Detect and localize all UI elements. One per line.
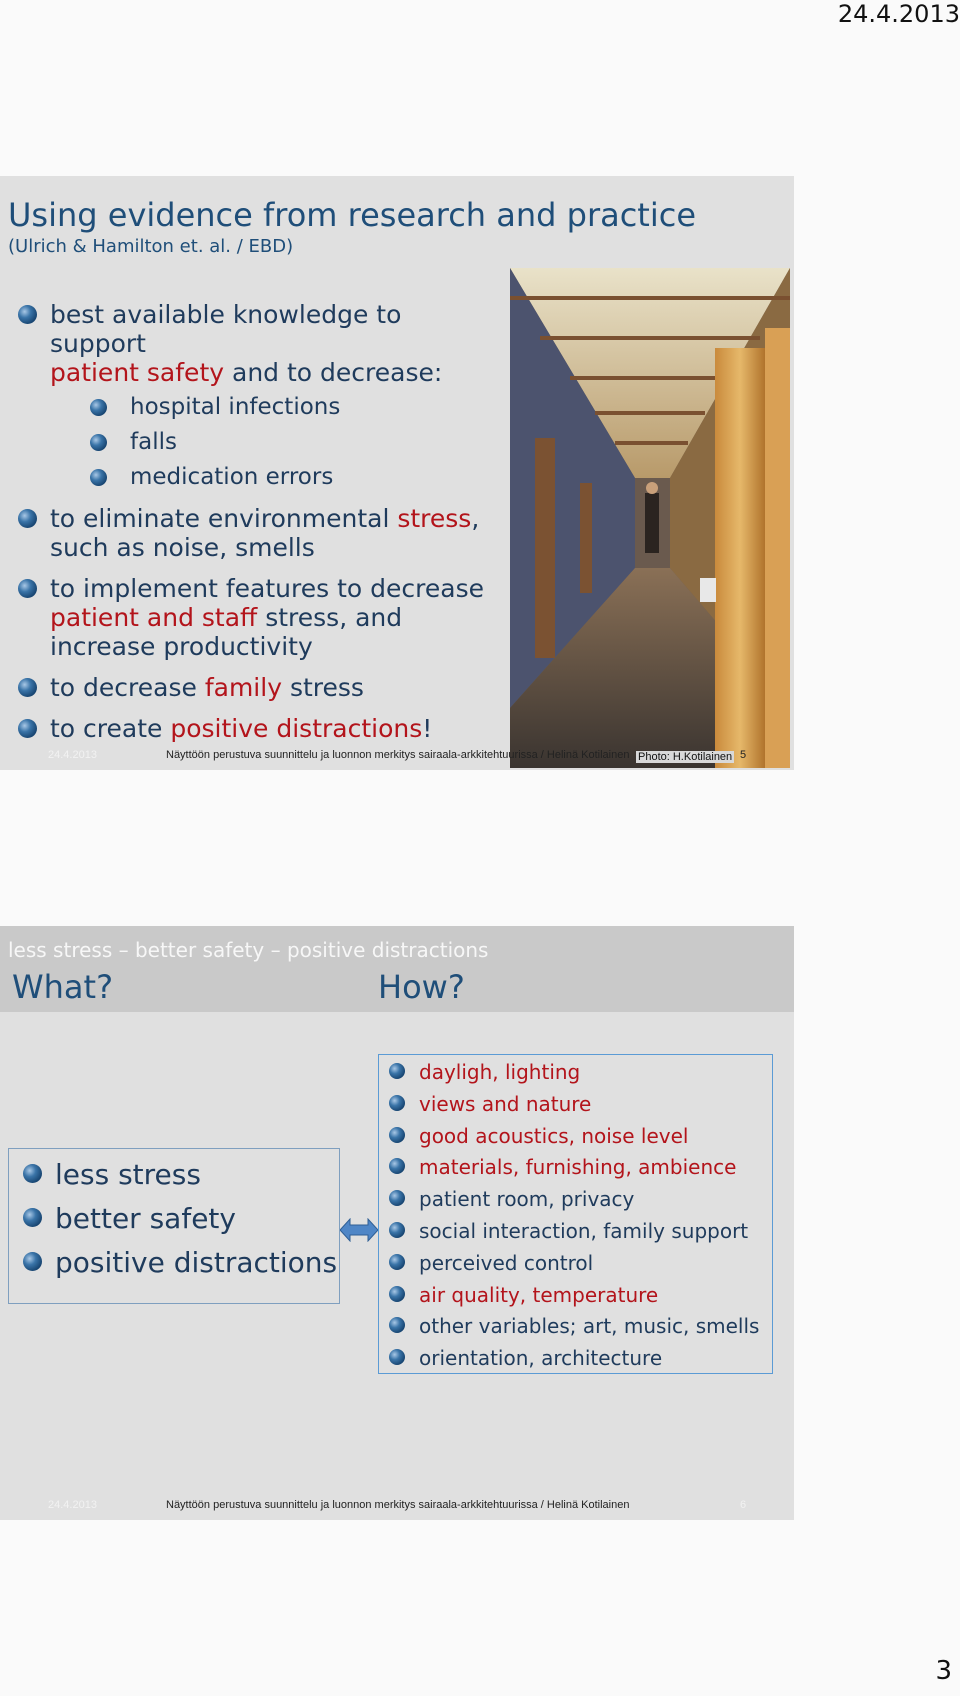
bullet-text: to decrease: [50, 673, 205, 702]
how-box: [378, 1054, 773, 1374]
slide-heading: less stress – better safety – positive distractions: [8, 938, 489, 962]
what-box: [8, 1148, 340, 1304]
slide-subtitle: (Ulrich & Hamilton et. al. / EBD): [8, 236, 294, 257]
bullet-text: , such as noise, smells: [50, 504, 480, 562]
how-item: dayligh, lighting: [381, 1057, 759, 1089]
slide-5: [0, 176, 794, 770]
highlight-text: patient safety: [50, 358, 225, 387]
what-item: positive distractions: [15, 1241, 337, 1285]
how-item: air quality, temperature: [381, 1280, 759, 1312]
bullet-knowledge: [10, 300, 500, 492]
sub-bullet-item: falls: [90, 428, 500, 457]
how-item: views and nature: [381, 1089, 759, 1121]
highlight-text: patient and staff: [50, 603, 258, 632]
page-date: 24.4.2013: [837, 0, 960, 28]
bullet-text: and to decrease:: [224, 358, 443, 387]
slide-title: Using evidence from research and practice: [8, 196, 697, 234]
sub-bullet-list: [50, 393, 500, 492]
slide-number: 5: [740, 749, 747, 761]
bullet-family: [10, 673, 500, 702]
how-item: other variables; art, music, smells: [381, 1311, 759, 1343]
how-item: perceived control: [381, 1248, 759, 1280]
corridor-illustration: [510, 268, 790, 768]
how-list: [381, 1057, 759, 1375]
bullet-distractions: [10, 714, 500, 743]
highlight-text: family: [204, 673, 282, 702]
page-number: 3: [935, 1656, 952, 1686]
bullet-text: stress: [282, 673, 364, 702]
how-item: social interaction, family support: [381, 1216, 759, 1248]
footer-date: 24.4.2013: [48, 749, 97, 761]
bullet-text: !: [422, 714, 433, 743]
double-arrow-icon: [340, 1218, 378, 1242]
corridor-photo: [510, 268, 790, 768]
what-item: less stress: [15, 1153, 337, 1197]
bullet-text: best available knowledge to support: [50, 300, 402, 358]
bullet-stress: [10, 504, 500, 562]
highlight-text: stress: [397, 504, 472, 533]
how-item: materials, furnishing, ambience: [381, 1152, 759, 1184]
photo-credit: Photo: H.Kotilainen: [638, 751, 733, 763]
sub-bullet-item: hospital infections: [90, 393, 500, 422]
highlight-text: positive distractions: [170, 714, 423, 743]
bullet-list: [10, 300, 500, 755]
bullet-features: [10, 574, 500, 661]
bullet-text: to create: [50, 714, 171, 743]
what-heading: What?: [12, 968, 114, 1006]
bullet-text: to implement features to decrease: [50, 574, 484, 603]
what-item: better safety: [15, 1197, 337, 1241]
bullet-text: stress, and increase productivity: [50, 603, 403, 661]
what-list: [15, 1153, 337, 1285]
bullet-text: to eliminate environmental: [50, 504, 398, 533]
footer-text: Näyttöön perustuva suunnittelu ja luonnon merkitys sairaala-arkkitehtuurissa / Helinä Kotilainen: [166, 1499, 630, 1511]
how-heading: How?: [378, 968, 465, 1006]
how-item: good acoustics, noise level: [381, 1121, 759, 1153]
slide-number: 6: [740, 1499, 747, 1511]
footer-date: 24.4.2013: [48, 1499, 97, 1511]
how-item: orientation, architecture: [381, 1343, 759, 1375]
sub-bullet-item: medication errors: [90, 463, 500, 492]
footer-text: Näyttöön perustuva suunnittelu ja luonnon merkitys sairaala-arkkitehtuurissa / Helinä Kotilainen: [166, 749, 630, 761]
how-item: patient room, privacy: [381, 1184, 759, 1216]
slide-6: [0, 926, 794, 1520]
